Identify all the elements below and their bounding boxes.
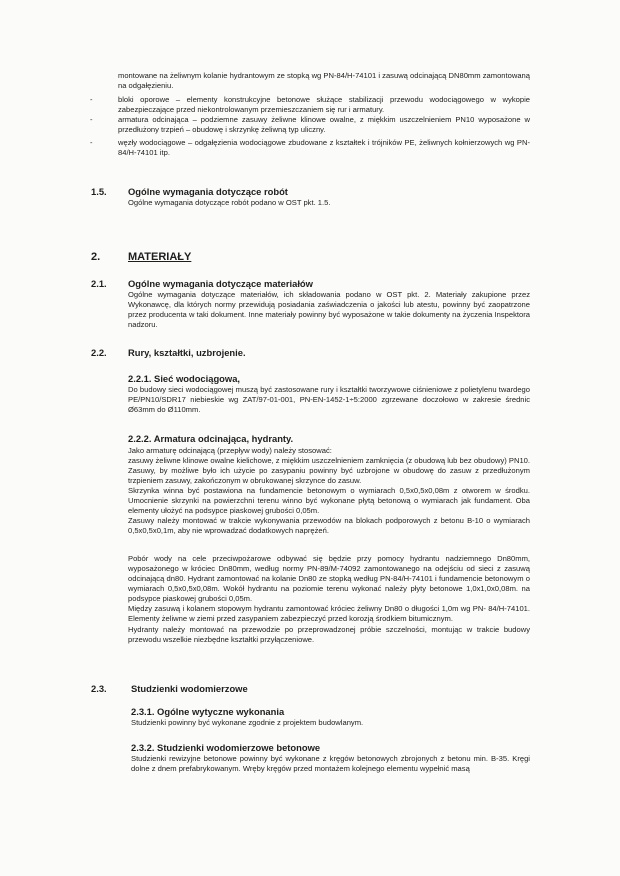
section-number: 2.2.	[91, 347, 107, 358]
section-heading: Ogólne wymagania dotyczące robót	[128, 186, 288, 197]
subsection-text: Do budowy sieci wodociągowej muszą być zastosowane rury i kształtki tworzywowe ciśnieniowe z polietylenu twardego PE/PN10/SDR17 niebieskie wg ZAT/97-01-001, PN-EN-1452-1÷5:2000 zgrzewane doczołowo w zakresie średnic Ø63mm do Ø110mm.	[128, 385, 530, 414]
section-number: 2.1.	[91, 278, 107, 289]
subsection-heading: 2.2.1. Sieć wodociągowa,	[128, 373, 241, 384]
subsection-heading: 2.3.2. Studzienki wodomierzowe betonowe	[131, 742, 321, 753]
subsection-text: Studzienki rewizyjne betonowe powinny być wykonane z kręgów betonowych zbrojonych z betonu min. B-35. Kręgi dolne z dnem prefabrykowanym. Wręby kręgów przed montażem kolejnego elementu wypełnić masą	[131, 754, 530, 773]
subsection-text: Między zasuwą i kolanem stopowym hydrantu zamontować króciec żeliwny Dn80 o długości 1,0m wg PN- 84/H-74101. Elementy żeliwne w ziemi przed zasypaniem zabezpieczyć przed korozją środkiem bitumicznym.	[128, 604, 530, 623]
bullet-text: węzły wodociągowe – odgałęzienia wodociągowe zbudowane z kształtek i trójników PE, żeliwnych kołnierzowych wg PN-84/H-74101 itp.	[118, 138, 530, 157]
bullet-item: - armatura odcinająca – podziemne zasuwy żeliwne klinowe owalne, z miękkim uszczelnieniem PN10 wyposażone w przedłużony trzpień – obudowę i skrzynkę żeliwną typ uliczny.	[90, 115, 530, 134]
section-number: 1.5.	[91, 186, 107, 197]
bullet-text: bloki oporowe – elementy konstrukcyjne betonowe służące stabilizacji przewodu wodociągowego w wykopie zabezpieczające przed niekontrolowanym przemieszczaniem się rur i armatury.	[118, 95, 530, 114]
section-text: Ogólne wymagania dotyczące robót podano w OST pkt. 1.5.	[128, 198, 331, 207]
subsection-text: Zasuwy należy montować w trakcie wykonywania przewodów na blokach podporowych z betonu B-10 o wymiarach 0,5x0,5x0,1m, aby nie wprowadzać dodatkowych naprężeń.	[128, 516, 530, 535]
subsection-heading: 2.2.2. Armatura odcinająca, hydranty.	[128, 433, 294, 444]
subsection-text: Hydranty należy montować na przewodzie po przeprowadzonej próbie szczelności, montując w trakcie budowy przewodu wszelkie niezbędne kształtki przyłączeniowe.	[128, 625, 530, 644]
chapter-heading: MATERIAŁY	[128, 251, 192, 263]
section-heading: Studzienki wodomierzowe	[131, 683, 248, 694]
section-text: Ogólne wymagania dotyczące materiałów, ich składowania podano w OST pkt. 2. Materiały zakupione przez Wykonawcę, dla których normy przewidują posiadania zaświadczenia o jakości lub atestu, powinny być zaopatrzone przez producenta w taki dokument. Inne materiały powinny być wyposażone w takie dokumenty na życzenia Inspektora nadzoru.	[128, 290, 530, 329]
chapter-number: 2.	[91, 251, 101, 263]
section-heading: Rury, kształtki, uzbrojenie.	[128, 347, 246, 358]
section-heading: Ogólne wymagania dotyczące materiałów	[128, 278, 313, 289]
subsection-text: zasuwy żeliwne klinowe owalne kielichowe, z miękkim uszczelnieniem zamknięcia (z obudową lub bez obudowy) PN10. Zasuwy, by możliwe było ich użycie po zasypaniu powinny być uzbrojone w obudowę do zasuw z przedłużonym trzpieniem zasuwy, zakończonym w obrukowanej skrzynce do zasuw.	[128, 456, 530, 485]
subsection-line: Jako armaturę odcinającą (przepływ wody) należy stosować:	[128, 446, 332, 455]
bullet-item: - bloki oporowe – elementy konstrukcyjne betonowe służące stabilizacji przewodu wodociągowego w wykopie zabezpieczające przed niekontrolowanym przemieszczaniem się rur i armatury.	[90, 95, 530, 114]
subsection-heading: 2.3.1. Ogólne wytyczne wykonania	[131, 706, 285, 717]
subsection-text: Pobór wody na cele przeciwpożarowe odbywać się będzie przy pomocy hydrantu nadziemnego Dn80mm, wyposażonego w króciec Dn80mm, według normy PN-89/M-74092 zamontowanego na odejściu od sieci z zasuwą odcinającą dn80. Hydrant zamontować na kolanie Dn80 ze stopką według PN-84/H-74101 i fundamencie betonowym o wymiarach 0,5x0,5x0,08m. Wokół hydrantu na poziomie terenu wykonać należy płyty betonowe 1,0x1,0x0,08m. na podsypce piaskowej grubości 0,05m.	[128, 554, 530, 603]
bullet-item: - węzły wodociągowe – odgałęzienia wodociągowe zbudowane z kształtek i trójników PE, żeliwnych kołnierzowych wg PN-84/H-74101 itp.	[90, 138, 530, 157]
intro-continuation: montowane na żeliwnym kolanie hydrantowym ze stopką wg PN-84/H-74101 i zasuwą odcinającą DN80mm zamontowaną na odgałęzieniu.	[118, 71, 530, 90]
subsection-text: Studzienki powinny być wykonane zgodnie z projektem budowlanym.	[131, 718, 364, 727]
subsection-text: Skrzynka winna być postawiona na fundamencie betonowym o wymiarach 0,5x0,5x0,08m z otworem w środku. Umocnienie skrzynki na powierzchni terenu winno być wykonane płytą betonową o wymiarach jak fundament. Oba elementy ułożyć na podsypce piaskowej grubości 0,05m.	[128, 486, 530, 515]
section-number: 2.3.	[91, 683, 107, 694]
bullet-text: armatura odcinająca – podziemne zasuwy żeliwne klinowe owalne, z miękkim uszczelnieniem PN10 wyposażone w przedłużony trzpień – obudowę i skrzynkę żeliwną typ uliczny.	[118, 115, 530, 134]
